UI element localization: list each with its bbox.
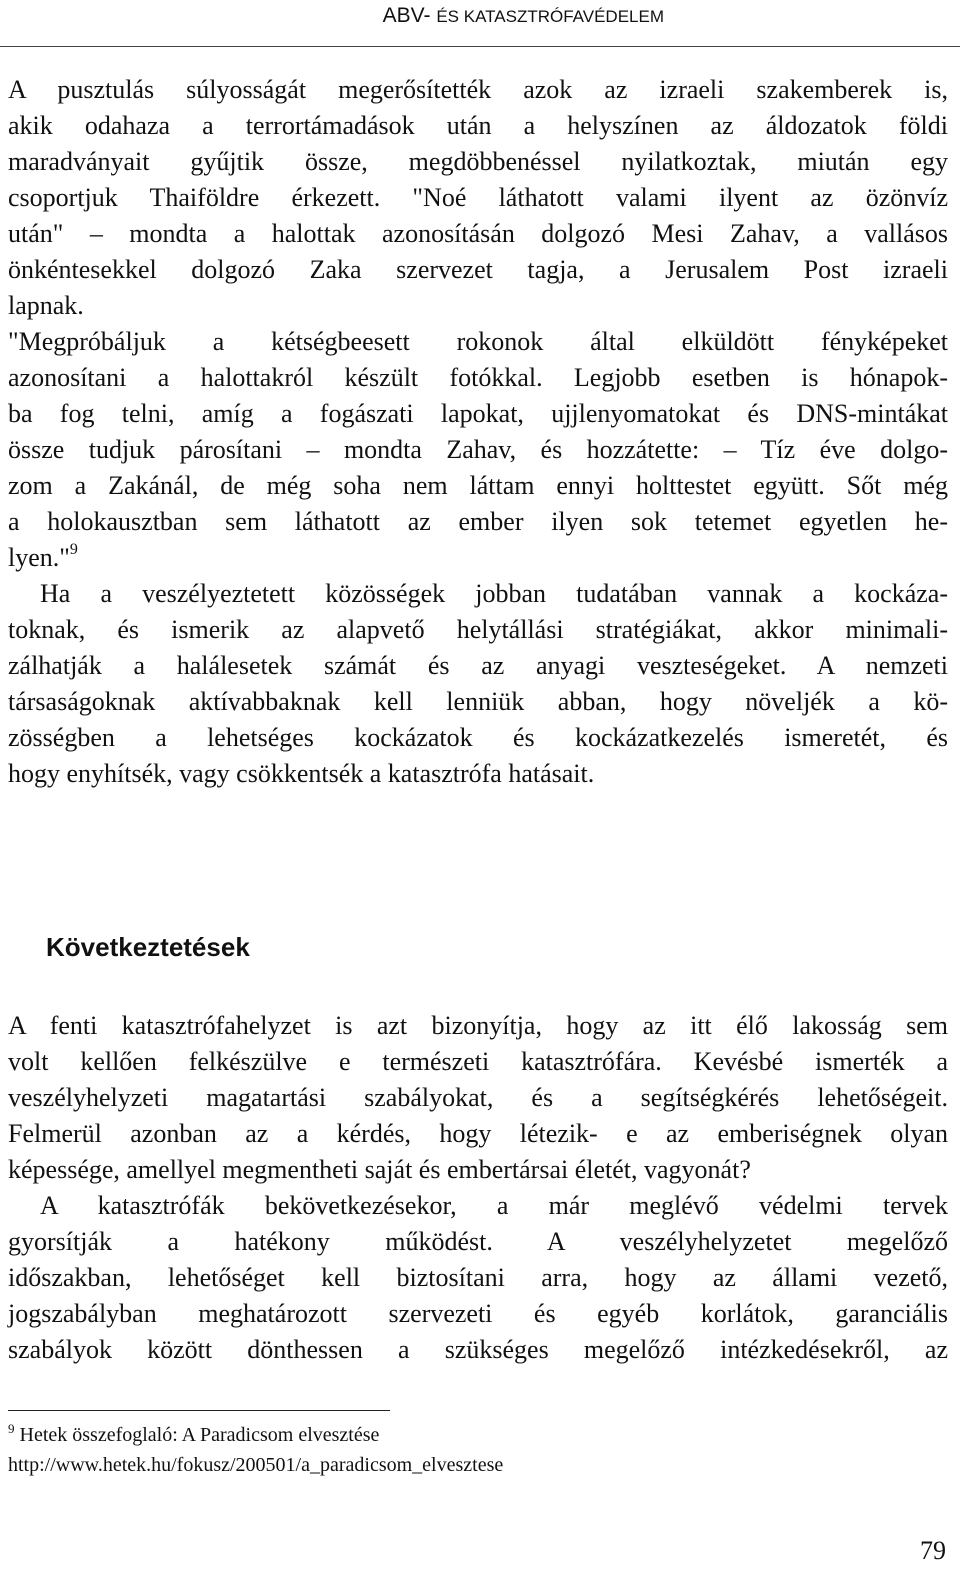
- page-number: 79: [920, 1536, 946, 1565]
- footnote-reference[interactable]: 9: [69, 541, 78, 558]
- text-line: össze tudjuk párosítani – mondta Zahav, és hozzátette: – Tíz éve dolgo-: [8, 435, 948, 464]
- text-line: jogszabályban meghatározott szervezeti és egyéb korlátok, garanciális: [8, 1299, 948, 1328]
- text-line: lapnak.: [8, 291, 84, 320]
- paragraph-5: [8, 1188, 948, 1368]
- text-line: A katasztrófák bekövetkezésekor, a már meglévő védelmi tervek: [40, 1191, 948, 1220]
- text-line: a holokausztban sem láthatott az ember ilyen sok tetemet egyetlen he-: [8, 507, 948, 536]
- footnote-url[interactable]: http://www.hetek.hu/fokusz/200501/a_paradicsom_elvesztese: [8, 1454, 504, 1476]
- page-header: [0, 2, 960, 47]
- text-line: toknak, és ismerik az alapvető helytállási stratégiákat, akkor minimali-: [8, 615, 948, 644]
- text-line: zálhatják a halálesetek számát és az anyagi veszteségeket. A nemzeti: [8, 651, 948, 680]
- section-heading: Következtetések: [46, 932, 250, 962]
- text-line: A pusztulás súlyosságát megerősítették azok az izraeli szakemberek is,: [8, 75, 948, 104]
- paragraph-2: [8, 324, 948, 576]
- text-line: akik odahaza a terrortámadások után a helyszínen az áldozatok földi: [8, 111, 948, 140]
- main-text-lower: [8, 1008, 948, 1368]
- footnote-number: 9: [8, 1421, 15, 1436]
- text-line: csoportjuk Thaiföldre érkezett. "Noé láthatott valami ilyent az özönvíz: [8, 183, 948, 212]
- text-line: képessége, amellyel megmentheti saját és embertársai életét, vagyonát?: [8, 1155, 751, 1184]
- text-line: "Megpróbáljuk a kétségbeesett rokonok által elküldött fényképeket: [8, 327, 948, 356]
- footnote: [8, 1420, 908, 1480]
- running-title-main: ABV-: [382, 4, 437, 27]
- text-line: hogy enyhítsék, vagy csökkentsék a katasztrófa hatásait.: [8, 759, 595, 788]
- text-line: Felmerül azonban az a kérdés, hogy létezik- e az emberiségnek olyan: [8, 1119, 948, 1148]
- footnote-title-line: [8, 1420, 908, 1450]
- running-title: [383, 2, 664, 31]
- text-line: maradványait gyűjtik össze, megdöbbenéssel nyilatkoztak, miután egy: [8, 147, 948, 176]
- text-line: A fenti katasztrófahelyzet is azt bizonyítja, hogy az itt élő lakosság sem: [8, 1011, 948, 1040]
- text-line: szabályok között dönthessen a szükséges megelőző intézkedésekről, az: [8, 1335, 948, 1364]
- text-line: volt kellően felkészülve e természeti katasztrófára. Kevésbé ismerték a: [8, 1047, 948, 1076]
- text-line: önkéntesekkel dolgozó Zaka szervezet tagja, a Jerusalem Post izraeli: [8, 255, 948, 284]
- text-line-end: lyen.": [8, 543, 70, 572]
- text-line: azonosítani a halottakról készült fotókkal. Legjobb esetben is hónapok-: [8, 363, 948, 392]
- paragraph-1: [8, 72, 948, 324]
- running-title-rest: ÉS KATASZTRÓFAVÉDELEM: [436, 7, 664, 26]
- main-text-upper: [8, 72, 948, 792]
- text-line: zösségben a lehetséges kockázatok és kockázatkezelés ismeretét, és: [8, 723, 948, 752]
- paragraph-4: [8, 1008, 948, 1188]
- text-line: zom a Zakánál, de még soha nem láttam ennyi holttestet együtt. Sőt még: [8, 471, 948, 500]
- text-line: [8, 540, 948, 576]
- footnote-title: Hetek összefoglaló: A Paradicsom elvesztése: [19, 1424, 380, 1446]
- text-line: gyorsítják a hatékony működést. A veszélyhelyzetet megelőző: [8, 1227, 948, 1256]
- text-line: után" – mondta a halottak azonosításán dolgozó Mesi Zahav, a vallásos: [8, 219, 948, 248]
- text-line: ba fog telni, amíg a fogászati lapokat, ujjlenyomatokat és DNS-mintákat: [8, 399, 948, 428]
- text-line: Ha a veszélyeztetett közösségek jobban tudatában vannak a kockáza-: [40, 579, 948, 608]
- text-line: társaságoknak aktívabbaknak kell lenniük abban, hogy növeljék a kö-: [8, 687, 948, 716]
- text-line: időszakban, lehetőséget kell biztosítani arra, hogy az állami vezető,: [8, 1263, 948, 1292]
- text-line: veszélyhelyzeti magatartási szabályokat, és a segítségkérés lehetőségeit.: [8, 1083, 948, 1112]
- footnote-separator: [8, 1410, 390, 1411]
- paragraph-3: [8, 576, 948, 792]
